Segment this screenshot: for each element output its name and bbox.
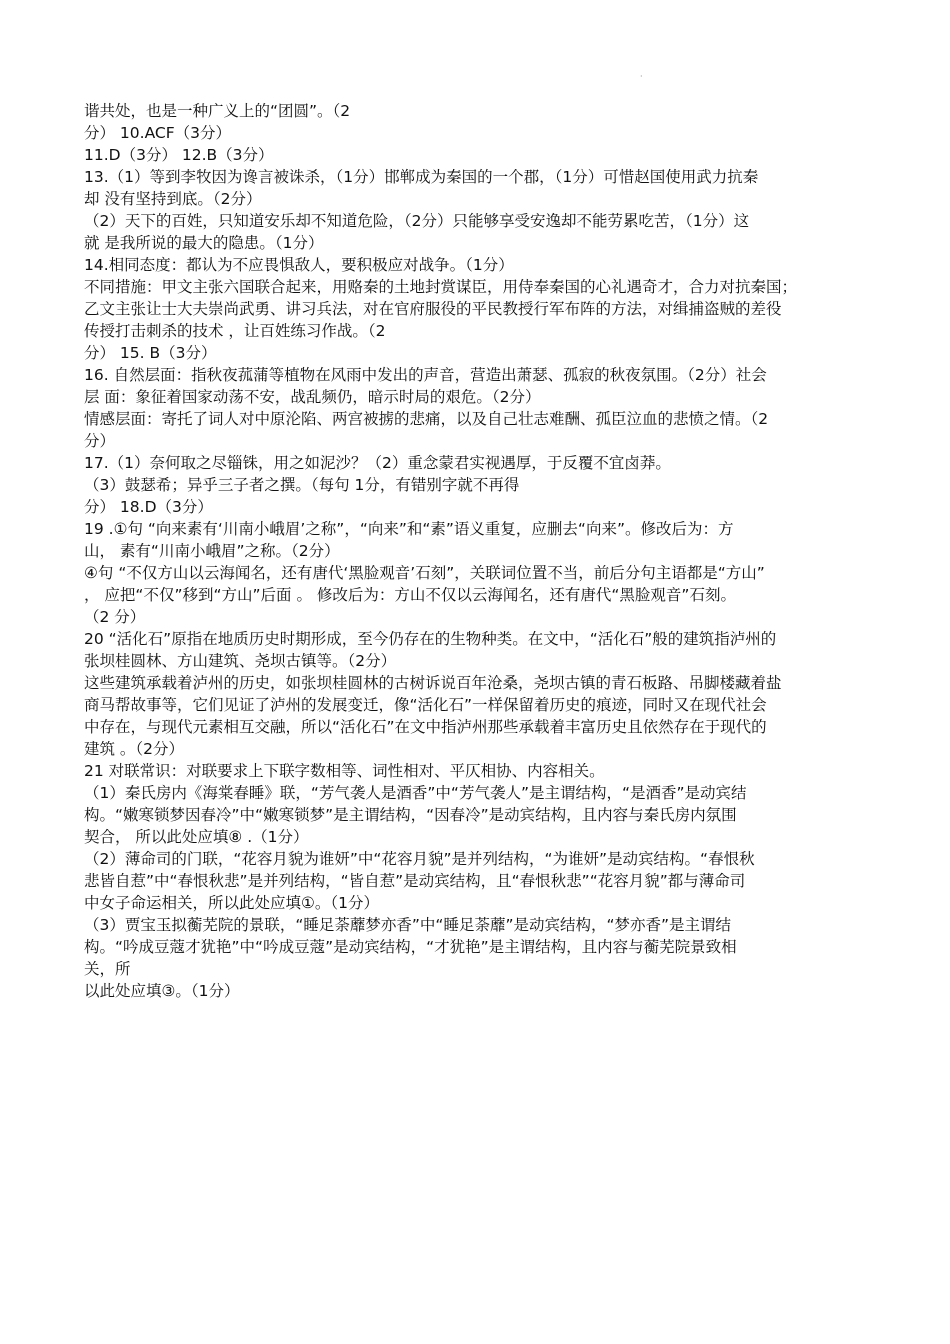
text-line: 情感层面：寄托了词人对中原沦陷、两宫被掳的悲痛，以及自己壮志难酬、孤臣泣血的悲愤之情。（2 [84, 410, 769, 428]
text-line: （3）贾宝玉拟蘅芜院的景联，“睡足荼蘼梦亦香”中“睡足荼蘼”是动宾结构，“梦亦香”是主谓结 [84, 916, 732, 934]
text-line: 分） [84, 432, 116, 450]
text-line: 不同措施：甲文主张六国联合起来，用赂秦的土地封赏谋臣，用侍奉秦国的心礼遇奇才，合力对抗秦国； [84, 278, 798, 296]
text-line: 传授打击刺杀的技术 ，让百姓练习作战。（2 [84, 322, 386, 340]
text-line: ④句 “不仅方山以云海闻名，还有唐代‘黑脸观音’石刻”，关联词位置不当，前后分句主语都是“方山” [84, 564, 765, 582]
text-line: 分） 18.D（3分） [84, 498, 213, 516]
text-line: 构。“嫩寒锁梦因春冷”中“嫩寒锁梦”是主谓结构，“因春冷”是动宾结构，且内容与秦氏房内氛围 [84, 806, 737, 824]
text-line: （1）秦氏房内《海棠春睡》联，“芳气袭人是酒香”中“芳气袭人”是主谓结构，“是酒香”是动宾结 [84, 784, 747, 802]
text-line: 21 对联常识：对联要求上下联字数相等、词性相对、平仄相协、内容相关。 [84, 762, 605, 780]
text-line: 契合， 所以此处应填⑧ .（1分） [84, 828, 309, 846]
text-line: 14.相同态度：都认为不应畏惧敌人，要积极应对战争。（1分） [84, 256, 514, 274]
text-line: 层 面：象征着国家动荡不安，战乱频仍，暗示时局的艰危。（2分） [84, 388, 541, 406]
text-line: （2）天下的百姓，只知道安乐却不知道危险，（2分）只能够享受安逸却不能劳累吃苦，（1分）这 [84, 212, 750, 230]
text-line: 以此处应填③。（1分） [84, 982, 240, 1000]
text-line: 19 .①句 “向来素有‘川南小峨眉’之称”，“向来”和“素”语义重复，应删去“向来”。修改后为：方 [84, 520, 734, 538]
text-line: 中存在，与现代元素相互交融，所以“活化石”在文中指泸州那些承载着丰富历史且依然存在于现代的 [84, 718, 767, 736]
text-line: 构。“吟成豆蔻才犹艳”中“吟成豆蔻”是动宾结构，“才犹艳”是主谓结构，且内容与蘅芜院景致相 [84, 938, 737, 956]
text-line: 20 “活化石”原指在地质历史时期形成，至今仍存在的生物种类。在文中，“活化石”般的建筑指泸州的 [84, 630, 777, 648]
text-line: 商马帮故事等，它们见证了泸州的发展变迁，像“活化石”一样保留着历史的痕迹，同时又在现代社会 [84, 696, 767, 714]
text-line: ， 应把“不仅”移到“方山”后面 。 修改后为：方山不仅以云海闻名，还有唐代“黑脸观音”石刻。 [84, 586, 736, 604]
text-line: 谐共处，也是一种广义上的“团圆”。（2 [84, 102, 351, 120]
text-line: （3）鼓瑟希；异乎三子者之撰。（每句 1分，有错别字就不再得 [84, 476, 520, 494]
text-line: 中女子命运相关，所以此处应填①。（1分） [84, 894, 380, 912]
page-mark: · [640, 72, 643, 81]
text-line: （2）薄命司的门联，“花容月貌为谁妍”中“花容月貌”是并列结构，“为谁妍”是动宾结构。“春恨秋 [84, 850, 755, 868]
text-line: 16. 自然层面：指秋夜菰蒲等植物在风雨中发出的声音，营造出萧瑟、孤寂的秋夜氛围。（2分）社会 [84, 366, 767, 384]
text-line: 山， 素有“川南小峨眉”之称。（2分） [84, 542, 340, 560]
text-line: 17.（1）奈何取之尽锱铢，用之如泥沙？（2）重念蒙君实视遇厚，于反覆不宜卤莽。 [84, 454, 671, 472]
text-line: 11.D（3分） 12.B（3分） [84, 146, 274, 164]
text-line: 乙文主张让士大夫崇尚武勇、讲习兵法，对在官府服役的平民教授行军布阵的方法，对缉捕盗贼的差役 [84, 300, 782, 318]
text-line: 分） 10.ACF（3分） [84, 124, 232, 142]
text-line: 分） 15. B（3分） [84, 344, 217, 362]
text-line: 悲皆自惹”中“春恨秋悲”是并列结构，“皆自惹”是动宾结构，且“春恨秋悲”“花容月貌”都与薄命司 [84, 872, 746, 890]
text-line: 建筑 。（2分） [84, 740, 185, 758]
text-line: 却 没有坚持到底。（2分） [84, 190, 262, 208]
text-line: （2 分） [84, 608, 146, 626]
answer-document [84, 100, 870, 1002]
text-line: 13.（1）等到李牧因为谗言被诛杀，（1分）邯郸成为秦国的一个郡，（1分）可惜赵国使用武力抗秦 [84, 168, 759, 186]
text-line: 就 是我所说的最大的隐患。（1分） [84, 234, 324, 252]
text-line: 张坝桂圆林、方山建筑、尧坝古镇等。（2分） [84, 652, 397, 670]
text-line: 这些建筑承载着泸州的历史，如张坝桂圆林的古树诉说百年沧桑，尧坝古镇的青石板路、吊脚楼藏着盐 [84, 674, 782, 692]
text-line: 关，所 [84, 960, 131, 978]
